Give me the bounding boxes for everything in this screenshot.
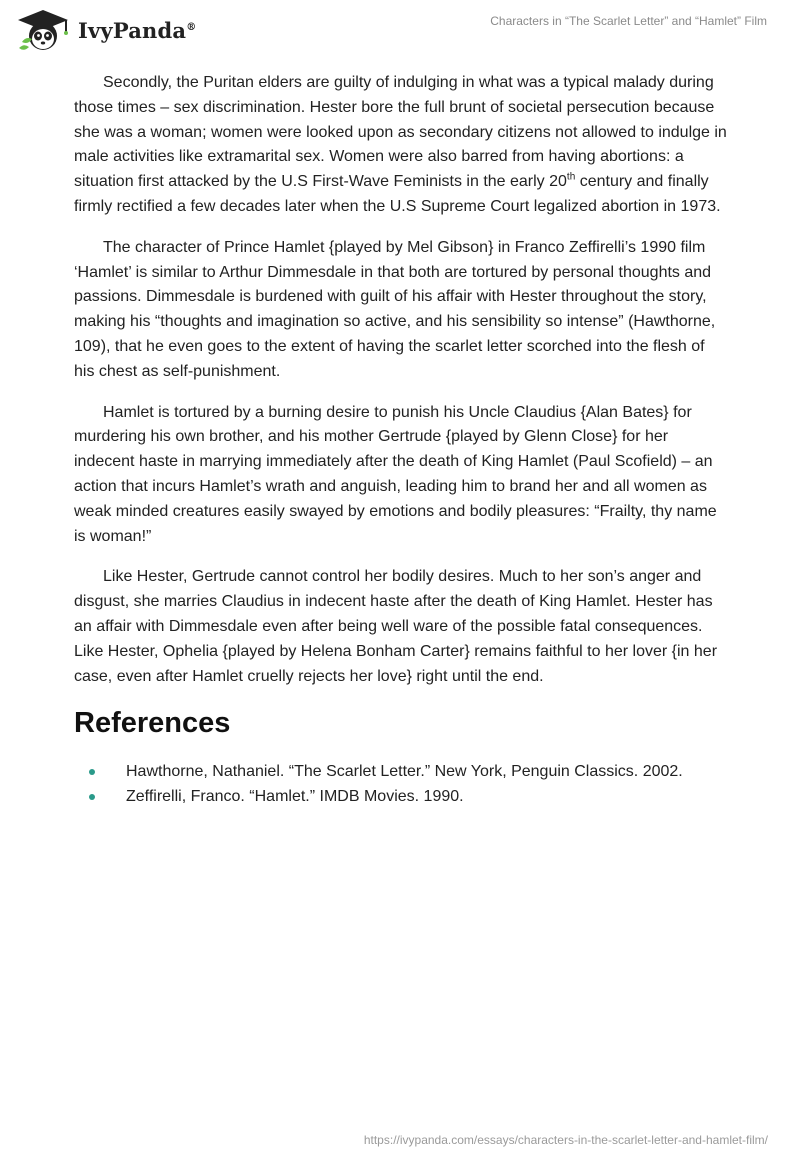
ivypanda-logo[interactable]	[14, 8, 196, 52]
references-list	[74, 759, 728, 809]
reference-item: Hawthorne, Nathaniel. “The Scarlet Letter.” New York, Penguin Classics. 2002.	[74, 759, 728, 784]
essay-body	[74, 71, 728, 809]
paragraph-4: Like Hester, Gertrude cannot control her bodily desires. Much to her son’s anger and disgust, she marries Claudius in indecent haste after the death of King Hamlet. Hester has an affair with Dimmesdale even after being well ware of the possible fatal consequences. Like Hester, Ophelia {played by Helena Bonham Carter} remains faithful to her lover {in her case, even after Hamlet cruelly rejects her love} right until the end.	[74, 568, 718, 685]
bullet-icon	[89, 769, 95, 775]
paragraph-2: The character of Prince Hamlet {played by Mel Gibson} in Franco Zeffirelli’s 1990 film ‘Hamlet’ is similar to Arthur Dimmesdale in that both are tortured by personal thoughts and passions. Dimmesdale is burdened with guilt of his affair with Hester throughout the story, making his “thoughts and imagination so active, and his sensibility so intense” (Hawthorne, 109), that he even goes to the extent of having the scarlet letter scorched into the flesh of his chest as self-punishment.	[74, 238, 716, 380]
page-header	[0, 0, 800, 60]
document-title: Characters in “The Scarlet Letter” and “Hamlet” Film	[490, 14, 767, 28]
source-url-link[interactable]: https://ivypanda.com/essays/characters-in-the-scarlet-letter-and-hamlet-film/	[363, 1133, 768, 1147]
reference-item: Zeffirelli, Franco. “Hamlet.” IMDB Movies. 1990.	[74, 784, 728, 809]
bullet-icon	[89, 794, 95, 800]
panda-graduation-icon	[14, 8, 72, 52]
references-heading: References	[74, 707, 231, 740]
paragraph-1: Secondly, the Puritan elders are guilty of indulging in what was a typical malady during those times – sex discrimination. Hester bore the full brunt of societal persecution because she was a woman; women were looked upon as secondary citizens not allowed to indulge in male activities like extramarital sex. Women were also barred from having abortions: a situation first attacked by the U.S First-Wave Feminists in the early 20th century and finally firmly rectified a few decades later when the U.S Supreme Court legalized abortion in 1973.	[74, 74, 727, 215]
logo-wordmark: IvyPanda®	[78, 17, 197, 43]
paragraph-3: Hamlet is tortured by a burning desire to punish his Uncle Claudius {Alan Bates} for murdering his own brother, and his mother Gertrude {played by Glenn Close} for her indecent haste in marrying immediately after the death of King Hamlet (Paul Scofield) – an action that incurs Hamlet’s wrath and anguish, leading him to brand her and all women as weak minded creatures easily swayed by emotions and bodily pleasures: “Frailty, thy name is woman!”	[74, 403, 717, 545]
